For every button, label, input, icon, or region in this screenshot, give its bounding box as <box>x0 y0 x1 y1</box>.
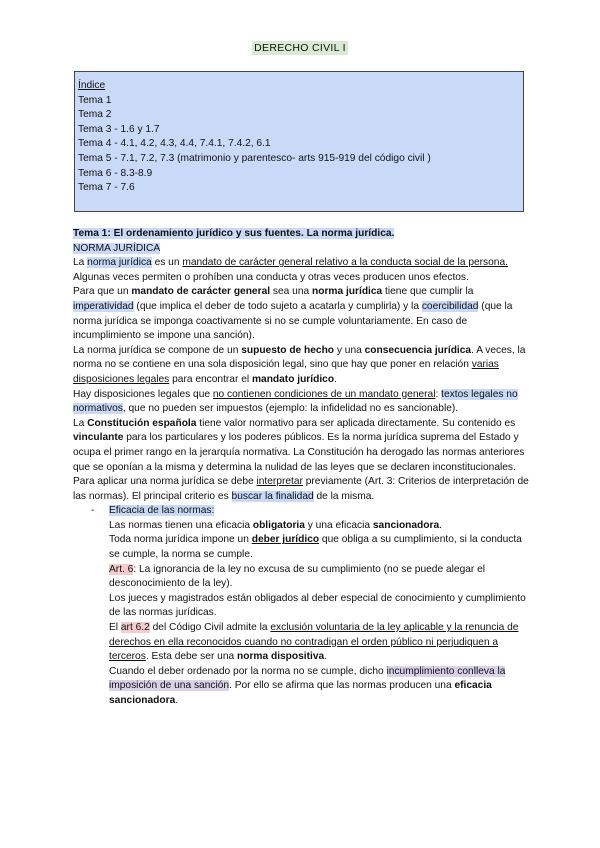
indented-paragraph: Cuando el deber ordenado por la norma no se cumple, dicho incumplimiento conlleva la imposición de una sanción. Por ello se afirma que las normas producen una eficacia sancionadora. <box>109 665 506 706</box>
document-body <box>73 227 533 709</box>
bullet-item: - Eficacia de las normas: <box>73 504 533 519</box>
section-subheading: NORMA JURÍDICA <box>73 242 161 254</box>
index-item: Tema 5 - 7.1, 7.2, 7.3 (matrimonio y parentesco- arts 915-919 del código civil ) <box>78 152 431 164</box>
paragraph: Hay disposiciones legales que no contienen condiciones de un mandato general: textos legales no normativos, que no pueden ser impuestos (ejemplo: la infidelidad no es sancionable). <box>73 388 518 415</box>
index-item: Tema 3 - 1.6 y 1.7 <box>78 123 160 135</box>
section-heading: Tema 1: El ordenamiento jurídico y sus fuentes. La norma jurídica. <box>73 228 395 239</box>
indented-paragraph: Las normas tienen una eficacia obligatoria y una eficacia sancionadora. <box>109 519 442 531</box>
document-title: DERECHO CIVIL I <box>254 42 346 54</box>
indented-paragraph: Art. 6: La ignorancia de la ley no excusa de su cumplimiento (no se puede alegar el desconocimiento de la ley). <box>109 563 486 590</box>
bullet-dash: - <box>91 505 95 517</box>
index-heading: Índice <box>78 80 106 91</box>
indented-paragraph: Toda norma jurídica impone un deber jurídico que obliga a su cumplimiento, si la conducta se cumple, la norma se cumple. <box>109 534 522 561</box>
index-item: Tema 6 - 8.3-8.9 <box>78 167 153 179</box>
index-item: Tema 4 - 4.1, 4.2, 4.3, 4.4, 7.4.1, 7.4.2, 6.1 <box>78 138 271 150</box>
paragraph: La Constitución española tiene valor normativo para ser aplicada directamente. Su contenido es vinculante para los particulares y los poderes públicos. Es la norma jurídica suprema del Estado y ocupa el primer rango en la jerarquía normativa. La Constitución ha derogado las normas anteriores que se oponían a la misma y determina la nulidad de las leyes que se declaren inconstitucionales. <box>73 417 525 473</box>
index-item: Tema 1 <box>78 94 112 106</box>
paragraph: La norma jurídica se compone de un supuesto de hecho y una consecuencia jurídica. A veces, la norma no se contiene en una sola disposición legal, sino que hay que poner en relación varias disposiciones legales para encontrar el mandato jurídico. <box>73 344 526 385</box>
paragraph: Para que un mandato de carácter general sea una norma jurídica tiene que cumplir la imperatividad (que implica el deber de todo sujeto a acatarla y cumplirla) y la coercibilidad (que la norma jurídica se imponga coactivamente si no se cumple voluntariamente. En caso de incumplimiento se impone una sanción). <box>73 286 513 342</box>
paragraph: La norma jurídica es un mandato de carácter general relativo a la conducta social de la persona. Algunas veces permiten o prohíben una conducta y otras veces producen unos efectos. <box>73 257 508 283</box>
index-box <box>74 71 524 212</box>
paragraph: Para aplicar una norma jurídica se debe interpretar previamente (Art. 3: Criterios de interpretación de las normas). El principal criterio es buscar la finalidad de la misma. <box>73 476 529 502</box>
indented-paragraph: Los jueces y magistrados están obligados al deber especial de conocimiento y cumplimiento de las normas jurídicas. <box>109 592 526 619</box>
document-title-wrap <box>0 38 600 56</box>
indented-paragraph: El art 6.2 del Código Civil admite la exclusión voluntaria de la ley aplicable y la renuncia de derechos en ella reconocidos cuando no contradigan el orden público ni perjudiquen a terceros. Esta debe ser una norma dispositiva. <box>109 622 519 663</box>
index-item: Tema 2 <box>78 109 112 121</box>
index-item: Tema 7 - 7.6 <box>78 182 135 194</box>
